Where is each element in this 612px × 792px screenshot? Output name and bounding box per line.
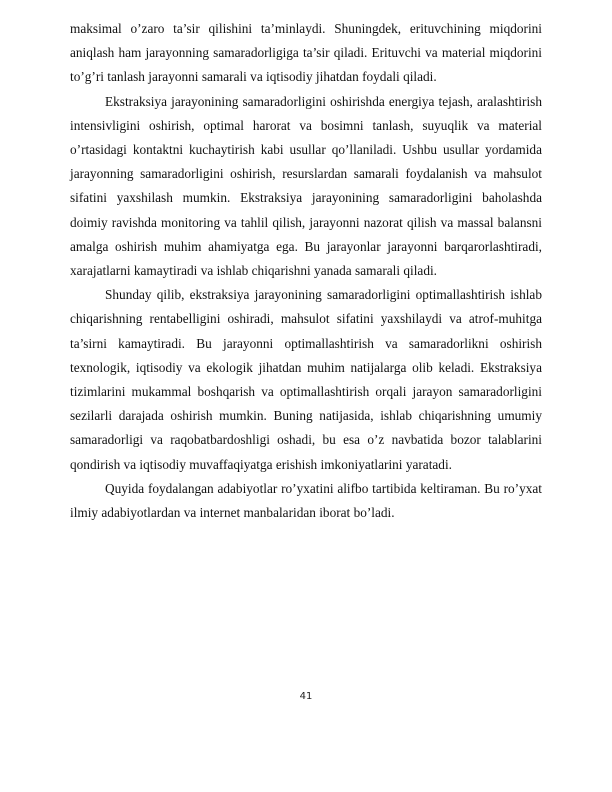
paragraph-extraction-methods: Ekstraksiya jarayonining samaradorligini oshirishda energiya tejash, aralashtirish intensivligini oshirish, optimal harorat va bosimni tanlash, suyuqlik va material o’rtasidagi kontaktni kuchaytirish kabi usullar qo’llaniladi. Ushbu usullar yordamida jarayonning samaradorligini oshirish, resurslardan samarali foydalanish va mahsulot sifatini yaxshilash mumkin. Ekstraksiya jarayonining samaradorligini baholashda doimiy ravishda monitoring va tahlil qilish, jarayonni nazorat qilish va massal balansni amalga oshirish muhim ahamiyatga ega. Bu jarayonlar jarayonni barqarorlashtiradi, xarajatlarni kamaytiradi va ishlab chiqarishni yanada samarali qiladi. <box>70 93 542 279</box>
paragraph-continuation: maksimal o’zaro ta’sir qilishini ta’minlaydi. Shuningdek, erituvchining miqdorini aniqlash ham jarayonning samaradorligiga ta’sir qiladi. Erituvchi va material miqdorini to’g’ri tanlash jarayonni samarali va iqtisodiy jihatdan foydali qiladi. <box>70 21 542 85</box>
paragraph-optimization-summary: Shunday qilib, ekstraksiya jarayonining samaradorligini optimallashtirish ishlab chiqarishning rentabelligini oshiradi, mahsulot sifatini yaxshilaydi va atrof-muhitga ta’sirni kamaytiradi. Bu jarayonni optimallashtirish va samaradorlikni oshirish texnologik, iqtisodiy va ekologik jihatdan muhim natijalarga olib keladi. Ekstraksiya tizimlarini mukammal boshqarish va optimallashtirish orqali jarayon samaradorligini sezilarli darajada oshirish mumkin. Buning natijasida, ishlab chiqarishning umumiy samaradorligi va raqobatbardoshligi oshadi, bu esa o’z navbatida bozor talablarini qondirish va iqtisodiy muvaffaqiyatga erishish imkoniyatlarini yaratadi. <box>70 287 542 472</box>
page-number: 41 <box>299 691 313 702</box>
paragraph-references-intro: Quyida foydalangan adabiyotlar ro’yxatini alifbo tartibida keltiraman. Bu ro’yxat ilmiy adabiyotlardan va internet manbalaridan iborat bo’ladi. <box>70 480 542 521</box>
page-body <box>70 17 542 525</box>
